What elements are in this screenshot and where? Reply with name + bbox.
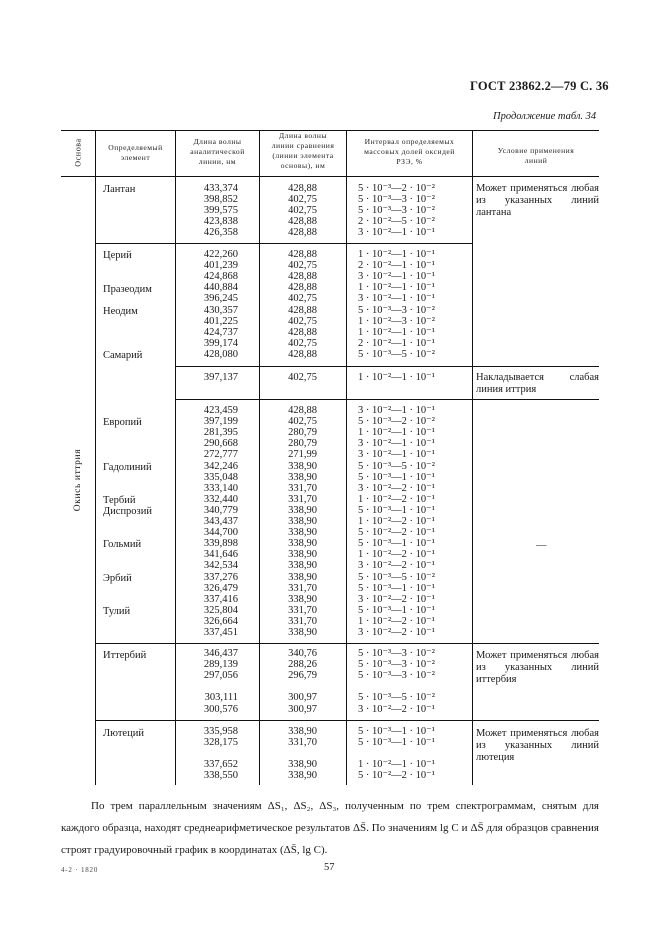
interval-cell: 1 · 10⁻²—2 · 10⁻¹ (358, 615, 435, 627)
interval-cell: 5 · 10⁻³—3 · 10⁻² (358, 304, 435, 316)
group-separator (176, 366, 472, 367)
wavelength-cell: 399,174 (203, 337, 238, 349)
interval-cell: 5 · 10⁻³—5 · 10⁻² (358, 348, 435, 360)
comparison-cell: 428,88 (288, 249, 317, 260)
wavelength-cell: 344,700 (203, 527, 238, 539)
page-number: 57 (324, 862, 335, 873)
interval-cell: 5 · 10⁻²—2 · 10⁻¹ (358, 770, 435, 782)
element-lanthanum: Лантан (103, 184, 136, 195)
page-header: ГОСТ 23862.2—79 С. 36 (470, 79, 609, 93)
condition-ytterbium: Может применяться любая из указанных линий иттербия (476, 650, 599, 685)
col-divider-comparison (346, 130, 347, 785)
wavelength-cell: 300,576 (203, 703, 238, 715)
comparison-cell: 402,75 (288, 416, 317, 428)
element-holmium: Гольмий (103, 539, 142, 550)
comparison-cell: 331,70 (288, 582, 317, 594)
wavelength-cell: 289,139 (203, 659, 238, 671)
interval-cell: 5 · 10⁻³—3 · 10⁻² (358, 205, 435, 217)
interval-cell: 1 · 10⁻²—1 · 10⁻¹ (358, 372, 435, 383)
header-wavelength: Длина волны аналитической линии, нм (190, 137, 245, 166)
interval-cell: 3 · 10⁻²—2 · 10⁻¹ (358, 560, 435, 572)
comparison-cell: 331,70 (288, 615, 317, 627)
element-lutetium: Лютеций (103, 728, 144, 739)
element-ytterbium: Иттербий (103, 650, 147, 661)
table-header-bottom-border (61, 176, 599, 177)
wavelength-cell: 325,804 (203, 604, 238, 616)
wavelength-cell: 297,056 (203, 670, 238, 682)
comparison-cell: 331,70 (288, 482, 317, 494)
group-separator (95, 243, 472, 244)
comparison-cell: 340,76 (288, 648, 317, 659)
comparison-cell: 338,90 (288, 571, 317, 583)
wavelength-cell: 343,437 (203, 516, 238, 527)
group-separator (472, 366, 599, 367)
comparison-cell: 338,90 (288, 516, 317, 527)
wavelength-cell: 281,395 (203, 427, 238, 439)
wavelength-cell: 337,451 (203, 627, 238, 638)
wavelength-cell: 342,246 (203, 460, 238, 472)
wavelength-cell: 335,048 (203, 471, 238, 483)
comparison-cell: 428,88 (288, 348, 317, 360)
wavelength-cell: 337,652 (203, 759, 238, 771)
comparison-cell: 338,90 (288, 560, 317, 572)
comparison-cell: 402,75 (288, 260, 317, 272)
footer-paragraph: По трем параллельным значениям ΔS₁, ΔS₂, ΔS₃, полученным по трем спектрограммам, снятым для каждого образца, находят среднеарифметическое результатов ΔS̄. По значениям lg C и ΔS̄ для образцов сравнения строят градуировочный график в координатах (ΔS̄, lg C). (61, 800, 599, 856)
osnova-label: Окись иттрия (73, 448, 83, 512)
interval-cell: 5 · 10⁻³—1 · 10⁻¹ (358, 504, 435, 516)
wavelength-cell: 338,550 (203, 770, 238, 782)
interval-cell: 3 · 10⁻²—1 · 10⁻¹ (358, 405, 435, 416)
interval-cell: 5 · 10⁻³—1 · 10⁻¹ (358, 538, 435, 550)
interval-cell: 5 · 10⁻³—3 · 10⁻² (358, 670, 435, 682)
wavelength-cell: 335,958 (203, 726, 238, 737)
header-condition: Условие применения линий (497, 146, 575, 165)
comparison-cell: 300,97 (288, 703, 317, 715)
wavelength-cell: 401,239 (203, 260, 238, 272)
wavelength-cell: 397,137 (203, 372, 238, 383)
wavelength-cell: 326,479 (203, 582, 238, 594)
comparison-cell: 402,75 (288, 205, 317, 217)
wavelength-cell: 340,779 (203, 504, 238, 516)
element-praseodymium: Празеодим (103, 284, 152, 295)
wavelength-cell: 333,140 (203, 482, 238, 494)
comparison-cell: 428,88 (288, 405, 317, 416)
comparison-cell: 338,90 (288, 770, 317, 782)
comparison-cell: 428,88 (288, 326, 317, 338)
interval-cell: 5 · 10⁻³—2 · 10⁻² (358, 416, 435, 428)
wavelength-cell: 433,374 (203, 183, 238, 194)
comparison-cell: 428,88 (288, 183, 317, 194)
interval-cell: 1 · 10⁻²—1 · 10⁻¹ (358, 249, 435, 260)
col-divider-osnova (95, 130, 96, 785)
wavelength-cell: 423,838 (203, 216, 238, 228)
interval-cell: 3 · 10⁻²—1 · 10⁻¹ (358, 271, 435, 283)
interval-cell: 3 · 10⁻²—1 · 10⁻¹ (358, 293, 435, 305)
interval-cell: 1 · 10⁻²—1 · 10⁻¹ (358, 427, 435, 439)
interval-cell: 1 · 10⁻²—1 · 10⁻¹ (358, 282, 435, 294)
interval-cell: 1 · 10⁻²—2 · 10⁻¹ (358, 493, 435, 505)
element-terbium: Тербий (103, 495, 136, 506)
interval-cell: 3 · 10⁻²—2 · 10⁻¹ (358, 703, 435, 715)
wavelength-cell: 430,357 (203, 304, 238, 316)
condition-lanthanum: Может применяться любая из указанных линий лантана (476, 183, 599, 218)
comparison-cell: 402,75 (288, 337, 317, 349)
interval-cell: 5 · 10⁻³—1 · 10⁻¹ (358, 737, 435, 749)
comparison-cell: 402,75 (288, 194, 317, 206)
interval-cell: 5 · 10⁻³—5 · 10⁻² (358, 571, 435, 583)
interval-cell: 5 · 10⁻³—1 · 10⁻¹ (358, 604, 435, 616)
interval-cell: 5 · 10⁻³—3 · 10⁻² (358, 648, 435, 659)
comparison-cell: 338,90 (288, 504, 317, 516)
comparison-cell: 338,90 (288, 538, 317, 550)
element-europium: Европий (103, 417, 142, 428)
wavelength-cell: 440,884 (203, 282, 238, 294)
comparison-cell: 338,90 (288, 759, 317, 771)
comparison-cell: 428,88 (288, 227, 317, 239)
interval-cell: 3 · 10⁻²—2 · 10⁻¹ (358, 593, 435, 605)
interval-cell: 5 · 10⁻³—1 · 10⁻¹ (358, 471, 435, 483)
interval-cell: 3 · 10⁻²—1 · 10⁻¹ (358, 227, 435, 239)
wavelength-cell: 328,175 (203, 737, 238, 749)
interval-cell: 5 · 10⁻²—2 · 10⁻¹ (358, 527, 435, 539)
interval-cell: 5 · 10⁻³—1 · 10⁻¹ (358, 726, 435, 737)
comparison-cell: 402,75 (288, 293, 317, 305)
comparison-cell: 402,75 (288, 372, 317, 383)
interval-cell: 3 · 10⁻²—1 · 10⁻¹ (358, 438, 435, 450)
wavelength-cell: 290,668 (203, 438, 238, 450)
wavelength-cell: 303,111 (204, 692, 238, 704)
condition-lutetium: Может применяться любая из указанных линий лютеция (476, 728, 599, 763)
group-separator (95, 720, 599, 721)
interval-cell: 1 · 10⁻²—2 · 10⁻¹ (358, 549, 435, 561)
comparison-cell: 280,79 (288, 438, 317, 450)
wavelength-cell: 422,260 (203, 249, 238, 260)
wavelength-cell: 424,737 (203, 326, 238, 338)
comparison-cell: 296,79 (288, 670, 317, 682)
element-gadolinium: Гадолиний (103, 462, 152, 473)
wavelength-cell: 397,199 (203, 416, 238, 428)
interval-cell: 5 · 10⁻³—5 · 10⁻² (358, 692, 435, 704)
wavelength-cell: 399,575 (203, 205, 238, 217)
group-separator (95, 643, 599, 644)
comparison-cell: 280,79 (288, 427, 317, 439)
print-code: 4-2 · 1820 (61, 866, 99, 874)
wavelength-cell: 337,416 (203, 593, 238, 605)
interval-cell: 5 · 10⁻³—3 · 10⁻² (358, 194, 435, 206)
interval-cell: 2 · 10⁻²—5 · 10⁻² (358, 216, 435, 228)
wavelength-cell: 337,276 (203, 571, 238, 583)
comparison-cell: 428,88 (288, 282, 317, 294)
comparison-cell: 288,26 (288, 659, 317, 671)
comparison-cell: 271,99 (288, 449, 317, 461)
interval-cell: 5 · 10⁻³—3 · 10⁻² (358, 659, 435, 671)
wavelength-cell: 272,777 (203, 449, 238, 461)
interval-cell: 3 · 10⁻²—1 · 10⁻¹ (358, 449, 435, 461)
condition-yttrium-overlap: Накладывается слабая линия иттрия (476, 372, 599, 395)
interval-cell: 2 · 10⁻²—1 · 10⁻¹ (358, 260, 435, 272)
comparison-cell: 402,75 (288, 315, 317, 327)
comparison-cell: 428,88 (288, 271, 317, 283)
element-samarium: Самарий (103, 350, 143, 361)
wavelength-cell: 401,225 (203, 315, 238, 327)
element-cerium: Церий (103, 250, 132, 261)
comparison-cell: 338,90 (288, 527, 317, 539)
interval-cell: 5 · 10⁻³—2 · 10⁻² (358, 183, 435, 194)
comparison-cell: 331,70 (288, 737, 317, 749)
header-comparison: Длина волны линии сравнения (линии элемента основы), нм (271, 131, 335, 170)
condition-dash: — (536, 540, 547, 551)
wavelength-cell: 428,080 (203, 348, 238, 360)
interval-cell: 1 · 10⁻²—2 · 10⁻¹ (358, 516, 435, 527)
comparison-cell: 428,88 (288, 216, 317, 228)
group-separator (176, 399, 599, 400)
element-erbium: Эрбий (103, 573, 132, 584)
comparison-cell: 338,90 (288, 471, 317, 483)
element-neodymium: Неодим (103, 306, 138, 317)
comparison-cell: 331,70 (288, 493, 317, 505)
wavelength-cell: 341,646 (203, 549, 238, 561)
element-dysprosium: Диспрозий (103, 506, 152, 517)
wavelength-cell: 332,440 (203, 493, 238, 505)
table-continuation-label: Продолжение табл. 34 (493, 111, 597, 122)
comparison-cell: 338,90 (288, 726, 317, 737)
wavelength-cell: 426,358 (203, 227, 238, 239)
header-element: Определяемый элемент (108, 143, 163, 162)
wavelength-cell: 424,868 (203, 271, 238, 283)
comparison-cell: 338,90 (288, 460, 317, 472)
wavelength-cell: 423,459 (203, 405, 238, 416)
wavelength-cell: 342,534 (203, 560, 238, 572)
wavelength-cell: 326,664 (203, 615, 238, 627)
header-osnova: Основа (73, 137, 83, 167)
interval-cell: 5 · 10⁻³—1 · 10⁻¹ (358, 582, 435, 594)
comparison-cell: 338,90 (288, 549, 317, 561)
comparison-cell: 300,97 (288, 692, 317, 704)
header-interval: Интервал определяемых массовых долей оксидей РЗЭ, % (364, 137, 455, 166)
wavelength-cell: 339,898 (203, 538, 238, 550)
element-thulium: Тулий (103, 606, 131, 617)
comparison-cell: 338,90 (288, 627, 317, 638)
wavelength-cell: 346,437 (203, 648, 238, 659)
interval-cell: 1 · 10⁻²—3 · 10⁻² (358, 315, 435, 327)
comparison-cell: 331,70 (288, 604, 317, 616)
interval-cell: 3 · 10⁻²—2 · 10⁻¹ (358, 482, 435, 494)
interval-cell: 5 · 10⁻³—5 · 10⁻² (358, 460, 435, 472)
comparison-cell: 428,88 (288, 304, 317, 316)
col-divider-interval (472, 130, 473, 785)
interval-cell: 2 · 10⁻²—1 · 10⁻¹ (358, 337, 435, 349)
interval-cell: 1 · 10⁻²—1 · 10⁻¹ (358, 326, 435, 338)
interval-cell: 3 · 10⁻²—2 · 10⁻¹ (358, 627, 435, 638)
wavelength-cell: 396,245 (203, 293, 238, 305)
comparison-cell: 338,90 (288, 593, 317, 605)
wavelength-cell: 398,852 (203, 194, 238, 206)
interval-cell: 1 · 10⁻²—1 · 10⁻¹ (358, 759, 435, 771)
